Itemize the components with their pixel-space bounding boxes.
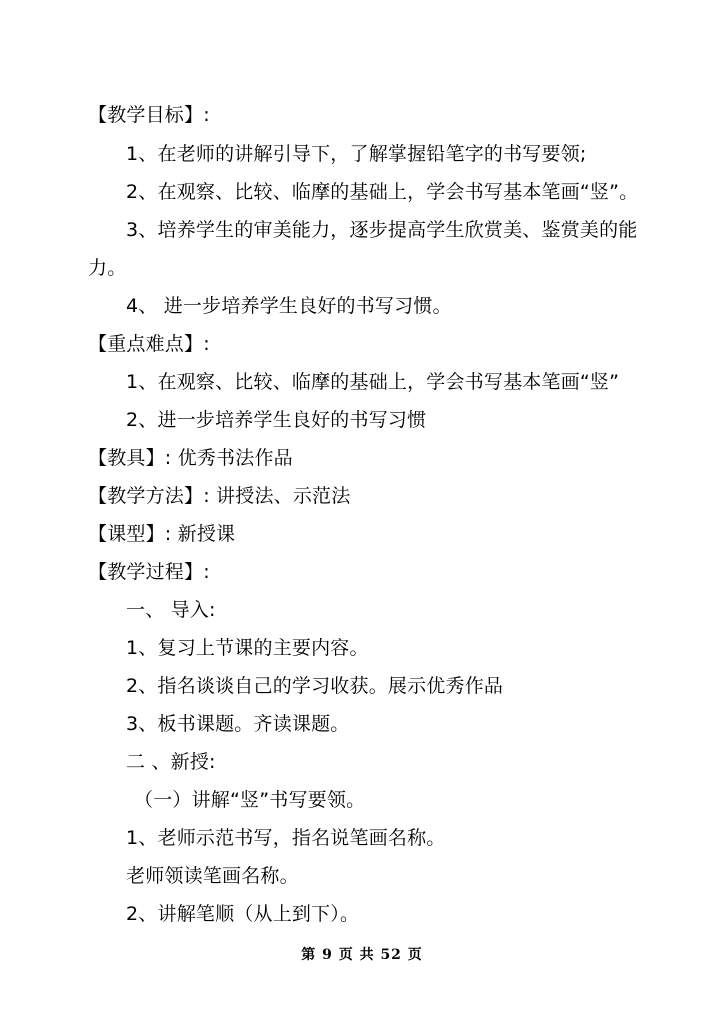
subsection-explain-stroke: （一）讲解“竖”书写要领。	[134, 789, 366, 811]
intro-step-3: 3、板书课题。齐读课题。	[126, 713, 350, 735]
intro-step-1: 1、复习上节课的主要内容。	[126, 637, 369, 659]
page-footer: 第 9 页 共 52 页	[301, 947, 423, 963]
section-new-lesson: 二 、新授:	[126, 751, 216, 773]
lesson-step-2: 2、讲解笔顺（从上到下）。	[126, 903, 360, 925]
heading-teaching-process: 【教学过程】:	[88, 561, 210, 583]
lesson-step-1: 1、老师示范书写，指名说笔画名称。	[126, 827, 446, 849]
teaching-methods: 【教学方法】: 讲授法、示范法	[88, 485, 351, 507]
goal-item-2: 2、在观察、比较、临摩的基础上，学会书写基本笔画“竖”。	[126, 181, 639, 203]
goal-item-3: 3、培养学生的审美能力，逐步提高学生欣赏美、鉴赏美的能	[126, 219, 638, 241]
section-introduction: 一、 导入:	[126, 599, 216, 621]
key-point-1: 1、在观察、比较、临摩的基础上，学会书写基本笔画“竖”	[126, 371, 620, 393]
heading-key-points: 【重点难点】:	[88, 333, 210, 355]
goal-item-1: 1、在老师的讲解引导下，了解掌握铅笔字的书写要领;	[126, 143, 587, 165]
intro-step-2: 2、指名谈谈自己的学习收获。展示优秀作品	[126, 675, 504, 697]
goal-item-4: 4、 进一步培养学生良好的书写习惯。	[126, 295, 452, 317]
teaching-aids: 【教具】: 优秀书法作品	[88, 447, 293, 469]
key-point-2: 2、进一步培养学生良好的书写习惯	[126, 409, 427, 431]
heading-teaching-goals: 【教学目标】:	[88, 104, 210, 126]
lesson-step-1-note: 老师领读笔画名称。	[126, 865, 299, 887]
lesson-type: 【课型】: 新授课	[88, 523, 236, 545]
goal-item-3-continued: 力。	[88, 257, 127, 279]
